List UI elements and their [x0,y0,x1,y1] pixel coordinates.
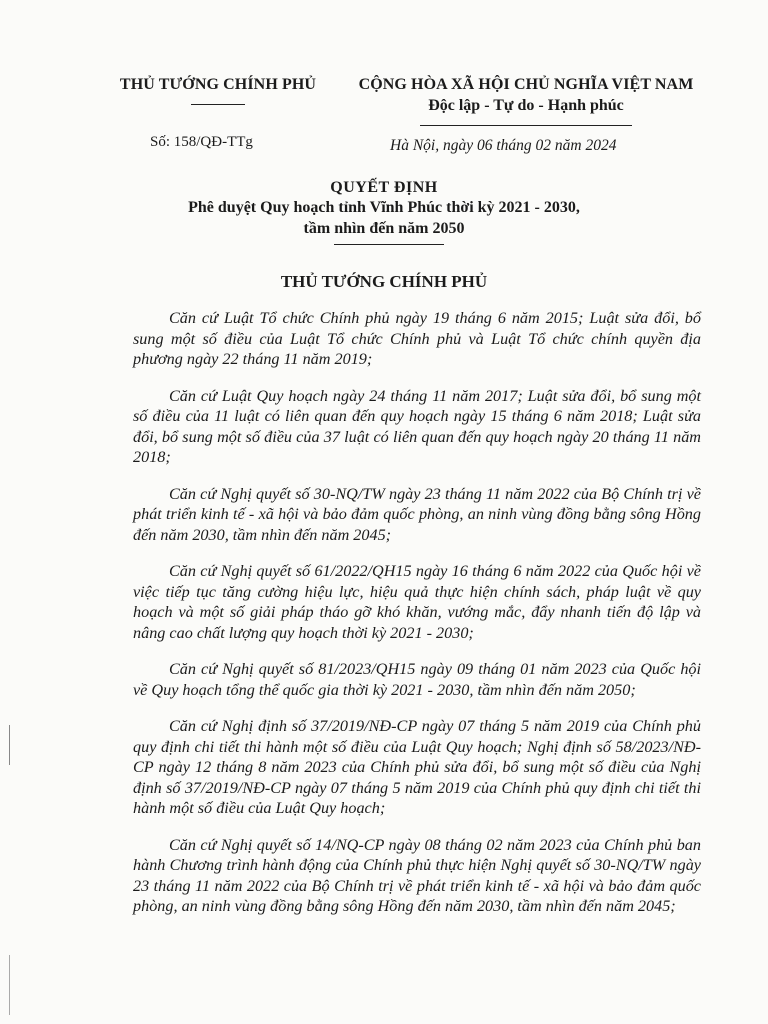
place-and-date: Hà Nội, ngày 06 tháng 02 năm 2024 [390,137,617,154]
decision-subject-line-2: tầm nhìn đến năm 2050 [303,220,465,237]
authority-heading: THỦ TƯỚNG CHÍNH PHỦ [280,272,488,291]
national-motto: Độc lập - Tự do - Hạnh phúc [428,97,624,114]
legal-basis-paragraph: Căn cứ Nghị định số 37/2019/NĐ-CP ngày 07 tháng 5 năm 2019 của Chính phủ quy định chi tiết thi hành một số điều của Luật Quy hoạch; Nghị định số 58/2023/NĐ-CP ngày 12 tháng 8 năm 2023 của Chính phủ sửa đổi, bổ sung một số điều của Nghị định số 37/2019/NĐ-CP ngày 07 tháng 5 năm 2019 của Chính phủ quy định chi tiết thi hành một số điều của Luật Quy hoạch; [133,717,701,817]
preamble-body [133,308,701,933]
national-header-block [338,76,714,126]
national-title: CỘNG HÒA XÃ HỘI CHỦ NGHĨA VIỆT NAM [358,76,694,93]
decision-subject-line-1: Phê duyệt Quy hoạch tỉnh Vĩnh Phúc thời kỳ 2021 - 2030, [188,199,580,216]
legal-basis-paragraph: Căn cứ Nghị quyết số 14/NQ-CP ngày 08 tháng 02 năm 2023 của Chính phủ ban hành Chương trình hành động của Chính phủ thực hiện Nghị quyết số 30-NQ/TW ngày 23 tháng 11 năm 2022 của Bộ Chính trị về phát triển kinh tế - xã hội và bảo đảm quốc phòng, an ninh vùng đồng bằng sông Hồng đến năm 2030, tầm nhìn đến năm 2045; [133,835,701,915]
legal-basis-paragraph: Căn cứ Nghị quyết số 61/2022/QH15 ngày 16 tháng 6 năm 2022 của Quốc hội về việc tiếp tục tăng cường hiệu lực, hiệu quả thực hiện chính sách, pháp luật về quy hoạch và một số giải pháp tháo gỡ khó khăn, vướng mắc, đẩy nhanh tiến độ lập và nâng cao chất lượng quy hoạch thời kỳ 2021 - 2030; [133,562,701,642]
title-underline [334,244,444,245]
legal-basis-paragraph: Căn cứ Nghị quyết số 30-NQ/TW ngày 23 tháng 11 năm 2022 của Bộ Chính trị về phát triển kinh tế - xã hội và bảo đảm quốc phòng, an ninh vùng đồng bằng sông Hồng đến năm 2030, tầm nhìn đến năm 2045; [133,484,701,544]
document-number: Số: 158/QĐ-TTg [150,134,253,150]
motto-underline [420,125,632,126]
issuing-agency: THỦ TƯỚNG CHÍNH PHỦ [119,76,317,93]
legal-basis-paragraph: Căn cứ Luật Tổ chức Chính phủ ngày 19 tháng 6 năm 2015; Luật sửa đổi, bổ sung một số điều của Luật Tổ chức Chính phủ và Luật Tổ chức chính quyền địa phương ngày 22 tháng 11 năm 2019; [133,309,701,368]
scan-edge-mark [9,725,10,765]
document-type: QUYẾT ĐỊNH [330,179,438,196]
agency-underline [191,104,245,105]
decision-title-block [0,179,768,245]
legal-basis-paragraph: Căn cứ Luật Quy hoạch ngày 24 tháng 11 năm 2017; Luật sửa đổi, bổ sung một số điều của 11 luật có liên quan đến quy hoạch ngày 15 tháng 6 năm 2018; Luật sửa đổi, bổ sung một số điều của 37 luật có liên quan đến quy hoạch ngày 20 tháng 11 năm 2018; [133,386,701,466]
scan-edge-mark [9,955,10,1015]
legal-basis-paragraph: Căn cứ Nghị quyết số 81/2023/QH15 ngày 09 tháng 01 năm 2023 của Quốc hội về Quy hoạch tổng thể quốc gia thời kỳ 2021 - 2030, tầm nhìn đến năm 2050; [133,660,701,699]
issuing-agency-block [108,76,328,105]
